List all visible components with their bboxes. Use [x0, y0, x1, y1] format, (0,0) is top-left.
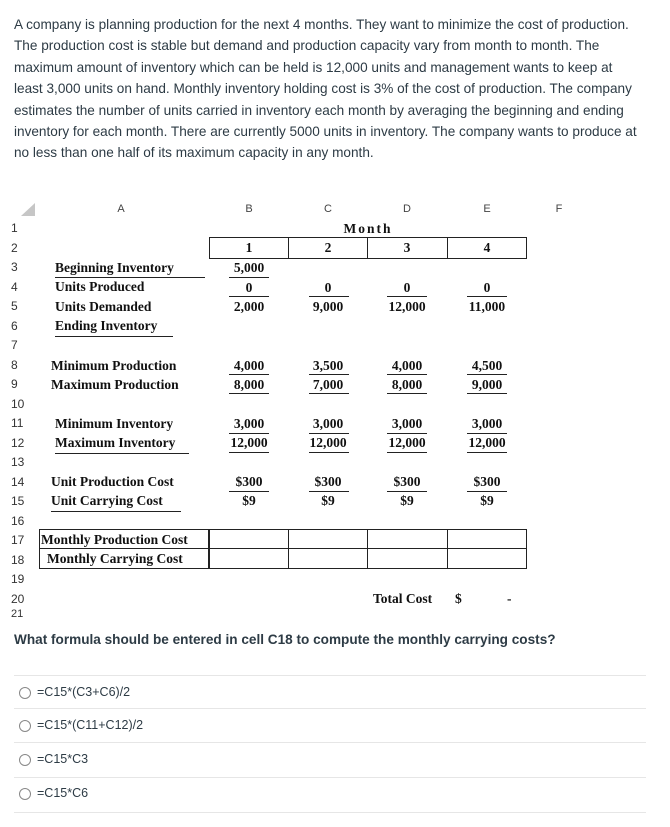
- answer-option-label: =C15*C6: [37, 786, 89, 800]
- row-number: 2: [11, 241, 18, 255]
- col-header-f: F: [555, 203, 563, 215]
- label-maximum-production: Maximum Production: [51, 377, 179, 392]
- cell-b14: $300: [235, 474, 263, 489]
- cell-c12: 12,000: [309, 435, 347, 450]
- radio-button[interactable]: [19, 754, 31, 766]
- row-number: 14: [11, 475, 25, 489]
- answer-option-3[interactable]: [14, 743, 646, 779]
- label-maximum-inventory: Maximum Inventory: [55, 435, 176, 450]
- label-unit-carrying-cost: Unit Carrying Cost: [51, 493, 163, 508]
- total-cost-value: -: [507, 591, 512, 606]
- spreadsheet-image: [11, 200, 563, 618]
- cell-c5: 9,000: [312, 299, 344, 314]
- cell-b12: 12,000: [230, 435, 268, 450]
- col-header-e: E: [483, 203, 491, 215]
- label-minimum-inventory: Minimum Inventory: [55, 416, 174, 431]
- row-number: 13: [11, 455, 25, 469]
- radio-button[interactable]: [19, 687, 31, 699]
- cell-c4: 0: [324, 280, 332, 295]
- cell-d15: $9: [400, 493, 414, 508]
- cell-b4: 0: [245, 280, 253, 295]
- month-4: 4: [483, 240, 491, 255]
- cell-e15: $9: [480, 493, 494, 508]
- col-header-d: D: [403, 203, 411, 215]
- label-monthly-carrying-cost: Monthly Carrying Cost: [47, 551, 183, 566]
- answer-option-label: =C15*C3: [37, 752, 89, 766]
- cell-e8: 4,500: [471, 358, 503, 373]
- select-all-corner-icon: [11, 200, 37, 218]
- month-2: 2: [324, 240, 332, 255]
- row-number: 16: [11, 514, 25, 528]
- cell-d14: $300: [393, 474, 421, 489]
- cell-c11: 3,000: [312, 416, 344, 431]
- cell-b8: 4,000: [233, 358, 265, 373]
- row-number: 9: [11, 377, 18, 391]
- row-number: 1: [11, 221, 18, 235]
- answer-option-2[interactable]: [14, 709, 646, 745]
- row-number: 7: [11, 338, 18, 352]
- label-beginning-inventory: Beginning Inventory: [55, 260, 174, 275]
- answer-option-1[interactable]: [14, 676, 646, 712]
- cell-e14: $300: [473, 474, 501, 489]
- month-header: Month: [343, 221, 393, 236]
- col-header-a: A: [117, 203, 125, 215]
- cell-c14: $300: [314, 474, 342, 489]
- problem-text: A company is planning production for the next 4 months. They want to minimize the cost of production. The production cost is stable but demand and production capacity vary from month to month. The maximum amount of inventory which can be held is 12,000 units and management wants to keep at least 3,000 units on hand. Monthly inventory holding cost is 3% of the cost of production. The company estimates the number of units carried in inventory each month by averaging the beginning and ending inventory for each month. There are currently 5000 units in inventory. The company wants to produce at no less than one half of its maximum capacity in any month.: [14, 17, 637, 161]
- row-number: 6: [11, 319, 18, 333]
- label-monthly-production-cost: Monthly Production Cost: [41, 532, 188, 547]
- cell-c9: 7,000: [312, 377, 344, 392]
- answer-option-4[interactable]: [14, 777, 646, 813]
- cell-e12: 12,000: [468, 435, 506, 450]
- cell-e5: 11,000: [468, 299, 506, 314]
- label-units-demanded: Units Demanded: [55, 299, 152, 314]
- cell-c15: $9: [321, 493, 335, 508]
- cell-b9: 8,000: [233, 377, 265, 392]
- total-cost-dollar: $: [455, 591, 462, 606]
- cell-d8: 4,000: [391, 358, 423, 373]
- row-number: 21: [11, 608, 24, 618]
- row-number: 11: [11, 416, 24, 430]
- row-number: 20: [11, 592, 25, 606]
- cell-d5: 12,000: [388, 299, 426, 314]
- row-number: 8: [11, 358, 18, 372]
- cell-e4: 0: [483, 280, 491, 295]
- row-number: 4: [11, 280, 18, 294]
- question-text: What formula should be entered in cell C18 to compute the monthly carrying costs?: [14, 632, 556, 647]
- label-unit-production-cost: Unit Production Cost: [51, 474, 174, 489]
- cell-b3: 5,000: [233, 260, 265, 275]
- row-number: 15: [11, 494, 25, 508]
- month-3: 3: [403, 240, 411, 255]
- col-header-c: C: [324, 203, 332, 215]
- answer-option-label: =C15*(C11+C12)/2: [37, 718, 144, 732]
- cell-e9: 9,000: [471, 377, 503, 392]
- cell-b11: 3,000: [233, 416, 265, 431]
- row-number: 19: [11, 572, 25, 586]
- answer-option-label: =C15*(C3+C6)/2: [37, 685, 131, 699]
- row-number: 12: [11, 436, 25, 450]
- label-total-cost: Total Cost: [373, 591, 433, 606]
- col-header-b: B: [245, 203, 253, 215]
- radio-button[interactable]: [19, 720, 31, 732]
- row-number: 10: [11, 397, 25, 411]
- label-ending-inventory: Ending Inventory: [55, 318, 158, 333]
- radio-button[interactable]: [19, 788, 31, 800]
- cell-c8: 3,500: [312, 358, 344, 373]
- cell-d4: 0: [403, 280, 411, 295]
- label-units-produced: Units Produced: [55, 279, 145, 294]
- cell-b5: 2,000: [233, 299, 265, 314]
- row-number: 5: [11, 299, 18, 313]
- month-1: 1: [245, 240, 253, 255]
- cell-d12: 12,000: [388, 435, 426, 450]
- row-number: 17: [11, 533, 25, 547]
- cell-b15: $9: [242, 493, 256, 508]
- cell-d11: 3,000: [391, 416, 423, 431]
- row-number: 18: [11, 553, 25, 567]
- cell-e11: 3,000: [471, 416, 503, 431]
- label-minimum-production: Minimum Production: [51, 358, 177, 373]
- cost-values-box: [209, 529, 527, 569]
- cell-d9: 8,000: [391, 377, 423, 392]
- row-number: 3: [11, 260, 18, 274]
